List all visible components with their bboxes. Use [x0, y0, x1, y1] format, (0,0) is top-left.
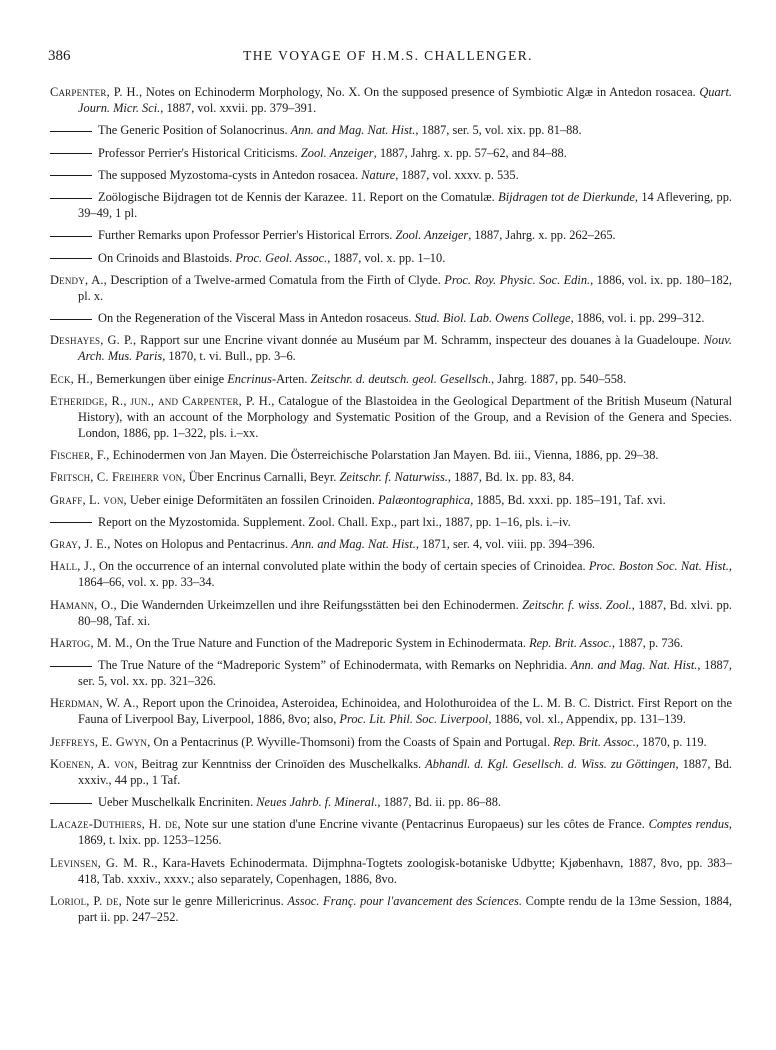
entry-title: Ueber Muschelkalk Encriniten. [98, 795, 257, 810]
entry-journal: Rep. Brit. Assoc. [529, 635, 612, 650]
entry-title: Catalogue of the Blastoidea in the Geological Department of the British Museum (Natural History), with an account of the Morphology and Systematic Position of the Group, and a Revision of the Genera and Species. London, 1886, pp. 1–322, pls. i.–xx. [78, 393, 733, 440]
ditto-rule [50, 258, 92, 259]
entry-journal: Ann. and Mag. Nat. Hist. [291, 537, 416, 552]
entry-details: , 1887, p. 736. [611, 635, 684, 650]
entry-details: , 1870, p. 119. [635, 734, 707, 749]
entry-title: Report on the Myzostomida. Supplement. Zool. Chall. Exp., part lxi., 1887, pp. 1–16, pls. i.–iv. [98, 514, 571, 529]
bibliography-entry [50, 756, 732, 788]
entry-journal: Assoc. Franç. pour l'avancement des Sciences. [287, 893, 522, 908]
entry-title: On the occurrence of an internal convoluted plate within the body of certain species of Crinoidea. [95, 559, 589, 574]
entry-details: , 1887, Jahrg. x. pp. 262–265. [468, 228, 616, 243]
entry-author: Graff, L. von, [50, 492, 127, 507]
page-header [0, 48, 776, 68]
entry-author: Levinsen, G. M. R., [50, 855, 158, 870]
entry-details: -Arten. [271, 371, 311, 386]
entry-author: Eck, H., [50, 371, 94, 386]
entry-details: , 1887, Bd. xxxiv., 44 pp., 1 Taf. [78, 756, 732, 787]
bibliography-entry [50, 893, 732, 925]
entry-author: Fritsch, C. Freiherr von, [50, 470, 186, 485]
running-title: THE VOYAGE OF H.M.S. CHALLENGER. [243, 48, 533, 63]
ditto-rule [50, 522, 92, 523]
bibliography-entry [50, 189, 732, 221]
entry-title: The True Nature of the “Madreporic System” of Echinodermata, with Remarks on Nephridia. [98, 658, 571, 673]
entry-journal: Zeitschr. f. Naturwiss. [339, 470, 448, 485]
entry-details: , Jahrg. 1887, pp. 540–558. [491, 371, 627, 386]
entry-journal: Palæontographica [378, 492, 471, 507]
bibliography-entry [50, 332, 732, 364]
page-number: 386 [48, 48, 71, 64]
bibliography-entry [50, 514, 732, 530]
bibliography-entry [50, 492, 732, 508]
entry-title: Note sur le genre Millericrinus. [121, 893, 288, 908]
entry-author: Loriol, P. de, [50, 893, 122, 908]
entry-details: , 1871, ser. 4, vol. viii. pp. 394–396. [415, 537, 596, 552]
entry-journal: Proc. Boston Soc. Nat. Hist. [588, 559, 729, 574]
entry-journal: Zool. Anzeiger [300, 145, 374, 160]
entry-title: Kara-Havets Echinodermata. Dijmphna-Togtets zoologisk-botaniske Udbytte; Kjøbenhavn, 1887, 8vo, pp. 383–418, Tab. xxxiv., xxxv.; also separately, Copenhagen, 1886, 8vo. [78, 855, 732, 886]
entry-journal: Quart. Journ. Micr. Sci. [78, 85, 733, 116]
bibliography-entry [50, 558, 732, 590]
bibliography-list [50, 84, 732, 931]
entry-author: Dendy, A., [50, 272, 107, 287]
entry-details: , 1887, ser. 5, vol. xix. pp. 81–88. [415, 123, 582, 138]
bibliography-entry [50, 84, 732, 116]
bibliography-entry [50, 657, 732, 689]
entry-author: Gray, J. E., [50, 537, 111, 552]
bibliography-entry [50, 597, 732, 629]
bibliography-entry [50, 227, 732, 243]
entry-title: Über Encrinus Carnalli, Beyr. [185, 470, 340, 485]
ditto-rule [50, 666, 92, 667]
entry-journal: Rep. Brit. Assoc. [553, 734, 636, 749]
entry-author: Fischer, F., [50, 448, 110, 463]
entry-journal: Zeitschr. f. wiss. Zool. [522, 597, 632, 612]
entry-details: , 1887, Jahrg. x. pp. 57–62, and 84–88. [373, 145, 567, 160]
entry-author: Hamann, O., [50, 597, 117, 612]
bibliography-entry [50, 272, 732, 304]
entry-details: , 1885, Bd. xxxi. pp. 185–191, Taf. xvi. [470, 492, 666, 507]
bibliography-entry [50, 695, 732, 727]
ditto-rule [50, 198, 92, 199]
entry-journal: Nature [361, 167, 396, 182]
entry-journal: Encrinus [227, 371, 272, 386]
entry-title: Professor Perrier's Historical Criticisms. [98, 145, 301, 160]
entry-details: , 1887, Bd. ii. pp. 86–88. [377, 795, 501, 810]
bibliography-entry [50, 250, 732, 266]
entry-author: Hartog, M. M., [50, 635, 133, 650]
entry-title: Beitrag zur Kenntniss der Crinoïden des Muschelkalks. [137, 756, 426, 771]
entry-title: Rapport sur une Encrine vivant donnée au Muséum par M. Schramm, inspecteur des douanes à la Guadeloupe. [136, 333, 704, 348]
entry-title: Bemerkungen über einige [93, 371, 228, 386]
entry-title: Zoölogische Bijdragen tot de Kennis der Karazee. 11. Report on the Comatulæ. [98, 189, 499, 204]
entry-author: Lacaze-Duthiers, H. de, [50, 817, 181, 832]
entry-journal: Stud. Biol. Lab. Owens College [414, 311, 571, 326]
entry-title: The Generic Position of Solanocrinus. [98, 123, 291, 138]
entry-details: , 1886, vol. ix. pp. 180–182, pl. x. [78, 272, 732, 303]
entry-title: Notes on Echinoderm Morphology, No. X. On the supposed presence of Symbiotic Algæ in Antedon rosacea. [142, 85, 700, 99]
ditto-rule [50, 131, 92, 132]
entry-author: Herdman, W. A., [50, 696, 139, 711]
entry-details: , 1887, Bd. lx. pp. 83, 84. [447, 470, 575, 485]
entry-details: , 1887, Bd. xlvi. pp. 80–98, Taf. xi. [78, 597, 732, 628]
entry-title: The supposed Myzostoma-cysts in Antedon rosacea. [98, 167, 362, 182]
entry-details: , 1864–66, vol. x. pp. 33–34. [78, 559, 732, 590]
bibliography-entry [50, 122, 732, 138]
entry-details: , 1887, vol. xxvii. pp. 379–391. [160, 101, 317, 116]
entry-author: Hall, J., [50, 559, 96, 574]
ditto-rule [50, 236, 92, 237]
entry-journal: Neues Jahrb. f. Mineral. [256, 795, 378, 810]
ditto-rule [50, 319, 92, 320]
bibliography-entry [50, 816, 732, 848]
entry-journal: Comptes rendus [648, 817, 729, 832]
bibliography-entry [50, 371, 732, 387]
entry-title: Echinodermen von Jan Mayen. Die Österreichische Polarstation Jan Mayen. Bd. iii., Vienna, 1886, pp. 29–38. [109, 448, 659, 463]
entry-details: , 1869, t. lxix. pp. 1253–1256. [78, 817, 732, 848]
entry-author: Jeffreys, E. Gwyn, [50, 734, 151, 749]
entry-details: , 1887, vol. xxxv. p. 535. [395, 167, 519, 182]
entry-author: Koenen, A. von, [50, 756, 138, 771]
entry-journal: Proc. Roy. Physic. Soc. Edin. [444, 272, 591, 287]
entry-title: On the True Nature and Function of the Madreporic System in Echinodermata. [132, 635, 530, 650]
entry-journal: Zeitschr. d. deutsch. geol. Gesellsch. [310, 371, 492, 386]
entry-details: , 1886, vol. i. pp. 299–312. [570, 311, 705, 326]
entry-details: , 1887, ser. 5, vol. xx. pp. 321–326. [78, 658, 732, 689]
entry-journal: Ann. and Mag. Nat. Hist. [570, 658, 698, 673]
entry-journal: Bijdragen tot de Dierkunde [498, 189, 635, 204]
entry-journal: Proc. Geol. Assoc. [235, 250, 328, 265]
entry-journal: Zool. Anzeiger [395, 228, 469, 243]
entry-title: Further Remarks upon Professor Perrier's Historical Errors. [98, 228, 396, 243]
entry-title: Description of a Twelve-armed Comatula from the Firth of Clyde. [106, 272, 445, 287]
entry-details: Compte rendu de la 13me Session, 1884, part ii. pp. 247–252. [78, 893, 733, 924]
bibliography-entry [50, 536, 732, 552]
bibliography-entry [50, 145, 732, 161]
entry-author: Etheridge, R., jun., and Carpenter, P. H., [50, 393, 275, 408]
entry-author: Carpenter, P. H., [50, 85, 143, 99]
entry-title: Ueber einige Deformitäten an fossilen Crinoiden. [126, 492, 379, 507]
entry-title: Note sur une station d'une Encrine vivante (Pentacrinus Europaeus) sur les côtes de France. [180, 817, 649, 832]
entry-author: Deshayes, G. P., [50, 333, 137, 348]
entry-title: Report upon the Crinoidea, Asteroidea, Echinoidea, and Holothuroidea of the L. M. B. C. District. First Report on the Fauna of Liverpool Bay, Liverpool, 1886, 8vo; also, [78, 696, 732, 727]
entry-details: , 1870, t. vi. Bull., pp. 3–6. [162, 349, 296, 364]
bibliography-entry [50, 734, 732, 750]
bibliography-entry [50, 469, 732, 485]
bibliography-entry [50, 635, 732, 651]
entry-journal: Proc. Lit. Phil. Soc. Liverpool [339, 712, 489, 727]
entry-title: On the Regeneration of the Visceral Mass in Antedon rosaceus. [98, 311, 415, 326]
bibliography-entry [50, 855, 732, 887]
entry-details: , 14 Aflevering, pp. 39–49, 1 pl. [78, 189, 733, 221]
entry-title: Die Wandernden Urkeimzellen und ihre Reifungsstätten bei den Echinodermen. [116, 597, 523, 612]
bibliography-entry [50, 447, 732, 463]
ditto-rule [50, 153, 92, 154]
ditto-rule [50, 803, 92, 804]
entry-title: Notes on Holopus and Pentacrinus. [110, 537, 292, 552]
bibliography-entry [50, 310, 732, 326]
entry-journal: Abhandl. d. Kgl. Gesellsch. d. Wiss. zu Göttingen [425, 756, 676, 771]
ditto-rule [50, 175, 92, 176]
entry-details: , 1887, vol. x. pp. 1–10. [327, 250, 446, 265]
bibliography-entry [50, 167, 732, 183]
entry-title: On a Pentacrinus (P. Wyville-Thomsoni) from the Coasts of Spain and Portugal. [150, 734, 554, 749]
entry-details: , 1886, vol. xl., Appendix, pp. 131–139. [488, 712, 686, 727]
entry-journal: Nouv. Arch. Mus. Paris [78, 333, 732, 364]
entry-journal: Ann. and Mag. Nat. Hist. [290, 123, 416, 138]
entry-title: On Crinoids and Blastoids. [98, 250, 236, 265]
bibliography-entry [50, 393, 732, 441]
bibliography-entry [50, 794, 732, 810]
